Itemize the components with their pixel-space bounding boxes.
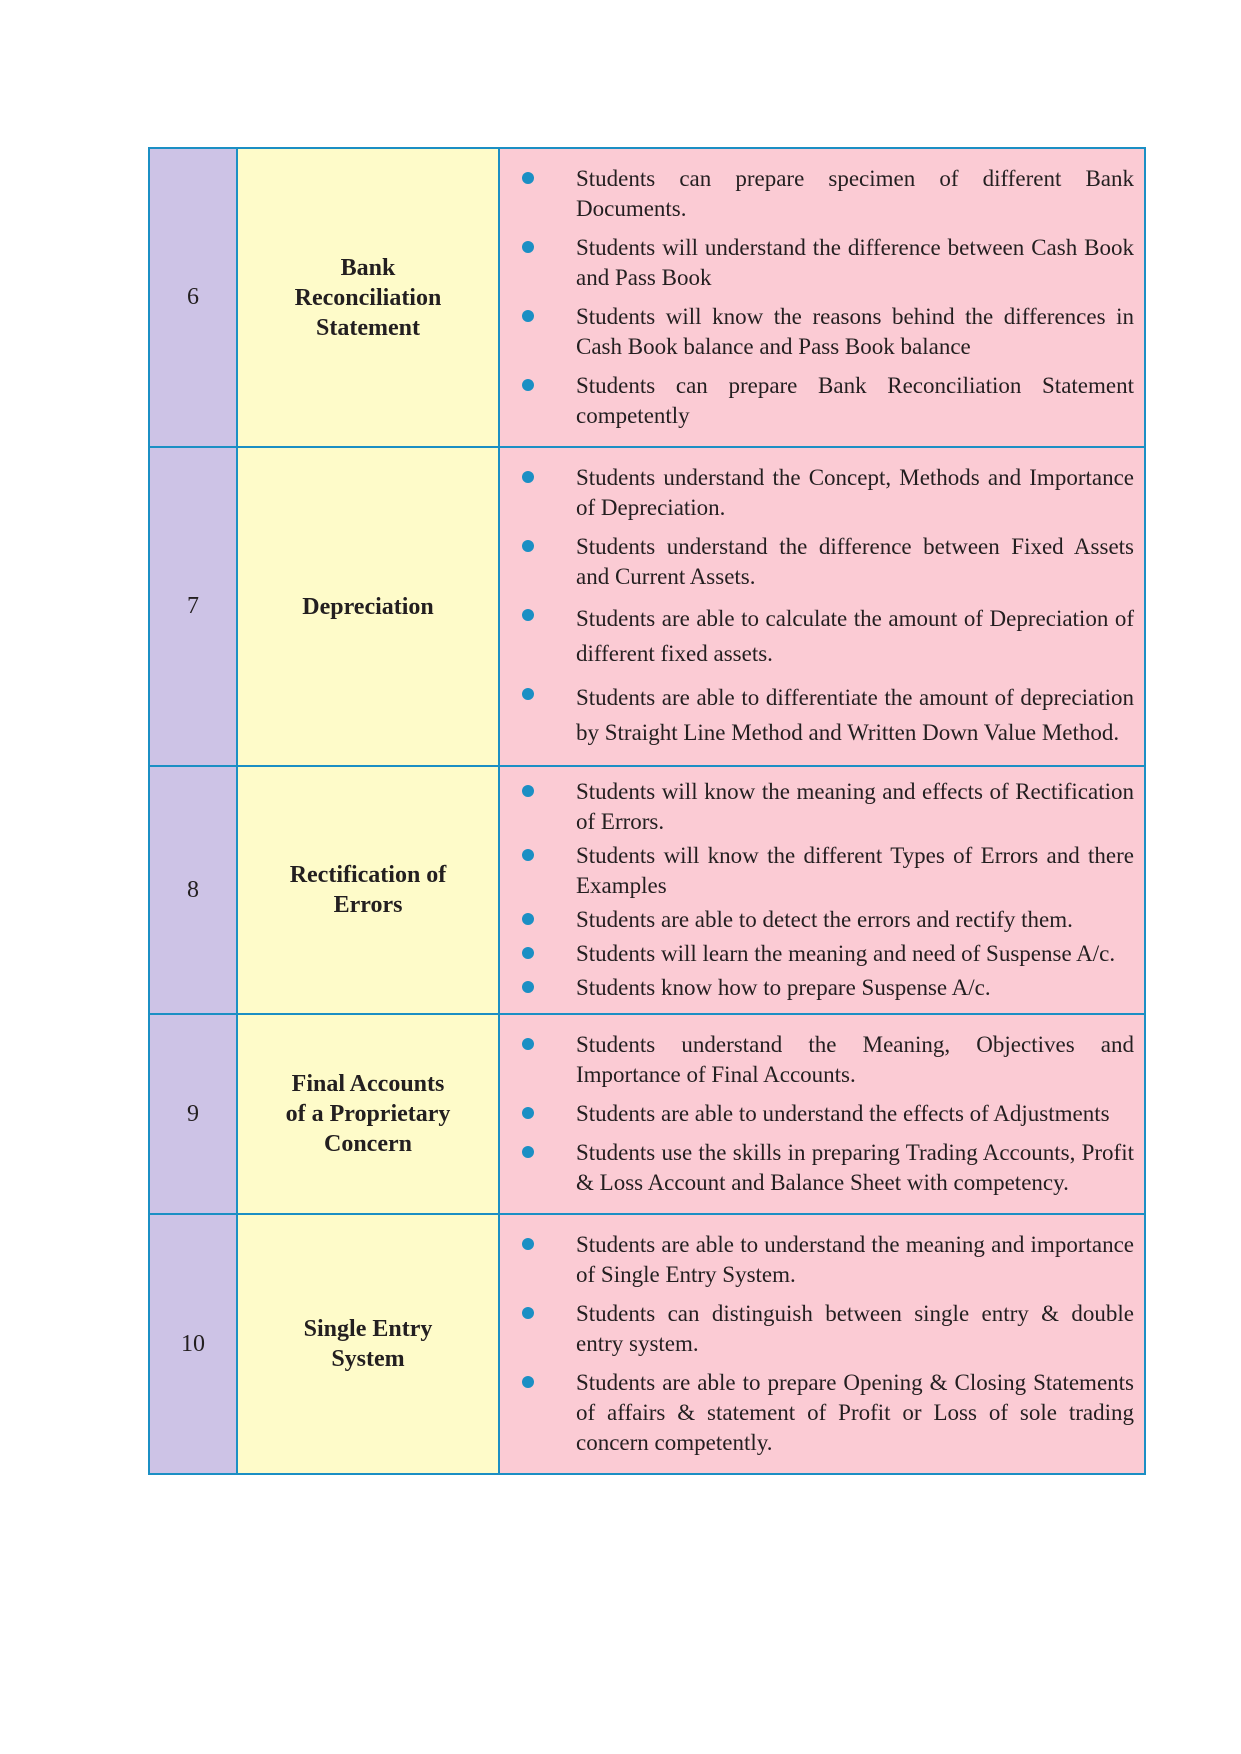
list-item xyxy=(510,680,1134,750)
list-item xyxy=(510,463,1134,523)
bullet-icon xyxy=(522,379,534,391)
chapter-title xyxy=(237,148,499,447)
outcome-text: Students use the skills in preparing Trading Accounts, Profit & Loss Account and Balance Sheet with competency. xyxy=(576,1140,1134,1195)
list-item xyxy=(510,973,1134,1003)
chapter-title xyxy=(237,766,499,1014)
chapter-title-line: Depreciation xyxy=(302,593,434,620)
outcome-text: Students will know the different Types of Errors and there Examples xyxy=(576,843,1134,898)
bullet-icon xyxy=(522,471,534,483)
list-item xyxy=(510,302,1134,362)
outcome-text: Students understand the Meaning, Objectives and Importance of Final Accounts. xyxy=(576,1032,1134,1087)
chapter-title xyxy=(237,1014,499,1214)
outcomes-cell xyxy=(499,148,1145,447)
bullet-icon xyxy=(522,1307,534,1319)
bullet-icon xyxy=(522,540,534,552)
bullet-icon xyxy=(522,1238,534,1250)
outcome-text: Students can prepare specimen of different Bank Documents. xyxy=(576,166,1134,221)
bullet-icon xyxy=(522,947,534,959)
list-item xyxy=(510,164,1134,224)
outcome-text: Students are able to calculate the amount of Depreciation of different fixed assets. xyxy=(576,606,1134,666)
bullet-icon xyxy=(522,1107,534,1119)
outcomes-cell xyxy=(499,766,1145,1014)
list-item xyxy=(510,905,1134,935)
chapter-title xyxy=(237,447,499,766)
chapter-title-line: of a Proprietary xyxy=(285,1101,451,1127)
outcome-text: Students can distinguish between single entry & double entry system. xyxy=(576,1301,1134,1356)
table-row xyxy=(149,148,1145,447)
outcome-text: Students understand the difference between Fixed Assets and Current Assets. xyxy=(576,534,1134,589)
chapter-title-line: Rectification of xyxy=(289,862,447,888)
list-item xyxy=(510,777,1134,837)
table-row xyxy=(149,1014,1145,1214)
outcome-text: Students will know the meaning and effects of Rectification of Errors. xyxy=(576,779,1134,834)
outcomes-list xyxy=(510,1230,1134,1458)
list-item xyxy=(510,1099,1134,1129)
bullet-icon xyxy=(522,785,534,797)
outcome-text: Students are able to prepare Opening & Closing Statements of affairs & statement of Profit or Loss of sole trading concern competently. xyxy=(576,1370,1134,1455)
chapter-title-line: Single Entry xyxy=(303,1316,433,1342)
bullet-icon xyxy=(522,172,534,184)
bullet-icon xyxy=(522,1038,534,1050)
outcome-text: Students can prepare Bank Reconciliation Statement competently xyxy=(576,373,1134,428)
outcome-text: Students are able to understand the effects of Adjustments xyxy=(576,1101,1110,1126)
list-item xyxy=(510,601,1134,671)
chapter-title-line: System xyxy=(331,1346,405,1372)
bullet-icon xyxy=(522,241,534,253)
bullet-icon xyxy=(522,609,534,621)
list-item xyxy=(510,371,1134,431)
bullet-icon xyxy=(522,849,534,861)
list-item xyxy=(510,939,1134,969)
chapter-title-line: Concern xyxy=(324,1131,412,1157)
outcome-text: Students are able to understand the meaning and importance of Single Entry System. xyxy=(576,1232,1134,1287)
outcome-text: Students are able to differentiate the amount of depreciation by Straight Line Method and Written Down Value Method. xyxy=(576,685,1134,745)
outcome-text: Students will understand the difference between Cash Book and Pass Book xyxy=(576,235,1134,290)
list-item xyxy=(510,1299,1134,1359)
table-row xyxy=(149,766,1145,1014)
row-number: 6 xyxy=(149,148,237,447)
list-item xyxy=(510,1368,1134,1458)
learning-outcomes-table xyxy=(148,147,1146,1475)
bullet-icon xyxy=(522,1146,534,1158)
outcome-text: Students are able to detect the errors and rectify them. xyxy=(576,907,1073,932)
chapter-title-line: Errors xyxy=(333,892,403,918)
list-item xyxy=(510,841,1134,901)
outcome-text: Students will learn the meaning and need of Suspense A/c. xyxy=(576,941,1116,966)
outcome-text: Students know how to prepare Suspense A/c. xyxy=(576,975,991,1000)
list-item xyxy=(510,1030,1134,1090)
list-item xyxy=(510,233,1134,293)
outcomes-list xyxy=(510,1030,1134,1198)
outcomes-cell xyxy=(499,1014,1145,1214)
outcome-text: Students will know the reasons behind the differences in Cash Book balance and Pass Book balance xyxy=(576,304,1134,359)
chapter-title-line: Bank xyxy=(340,254,396,281)
row-number: 9 xyxy=(149,1014,237,1214)
bullet-icon xyxy=(522,913,534,925)
table-row xyxy=(149,1214,1145,1474)
list-item xyxy=(510,532,1134,592)
outcomes-list xyxy=(510,463,1134,750)
chapter-title-line: Final Accounts xyxy=(291,1071,445,1097)
outcomes-cell xyxy=(499,1214,1145,1474)
outcomes-list xyxy=(510,777,1134,1003)
chapter-title-line: Statement xyxy=(316,314,420,341)
list-item xyxy=(510,1138,1134,1198)
list-item xyxy=(510,1230,1134,1290)
row-number: 10 xyxy=(149,1214,237,1474)
outcome-text: Students understand the Concept, Methods and Importance of Depreciation. xyxy=(576,465,1134,520)
bullet-icon xyxy=(522,688,534,700)
bullet-icon xyxy=(522,1376,534,1388)
chapter-title-line: Reconciliation xyxy=(294,284,442,311)
table-row xyxy=(149,447,1145,766)
outcomes-list xyxy=(510,164,1134,431)
row-number: 7 xyxy=(149,447,237,766)
bullet-icon xyxy=(522,310,534,322)
chapter-title xyxy=(237,1214,499,1474)
outcomes-cell xyxy=(499,447,1145,766)
row-number: 8 xyxy=(149,766,237,1014)
bullet-icon xyxy=(522,981,534,993)
